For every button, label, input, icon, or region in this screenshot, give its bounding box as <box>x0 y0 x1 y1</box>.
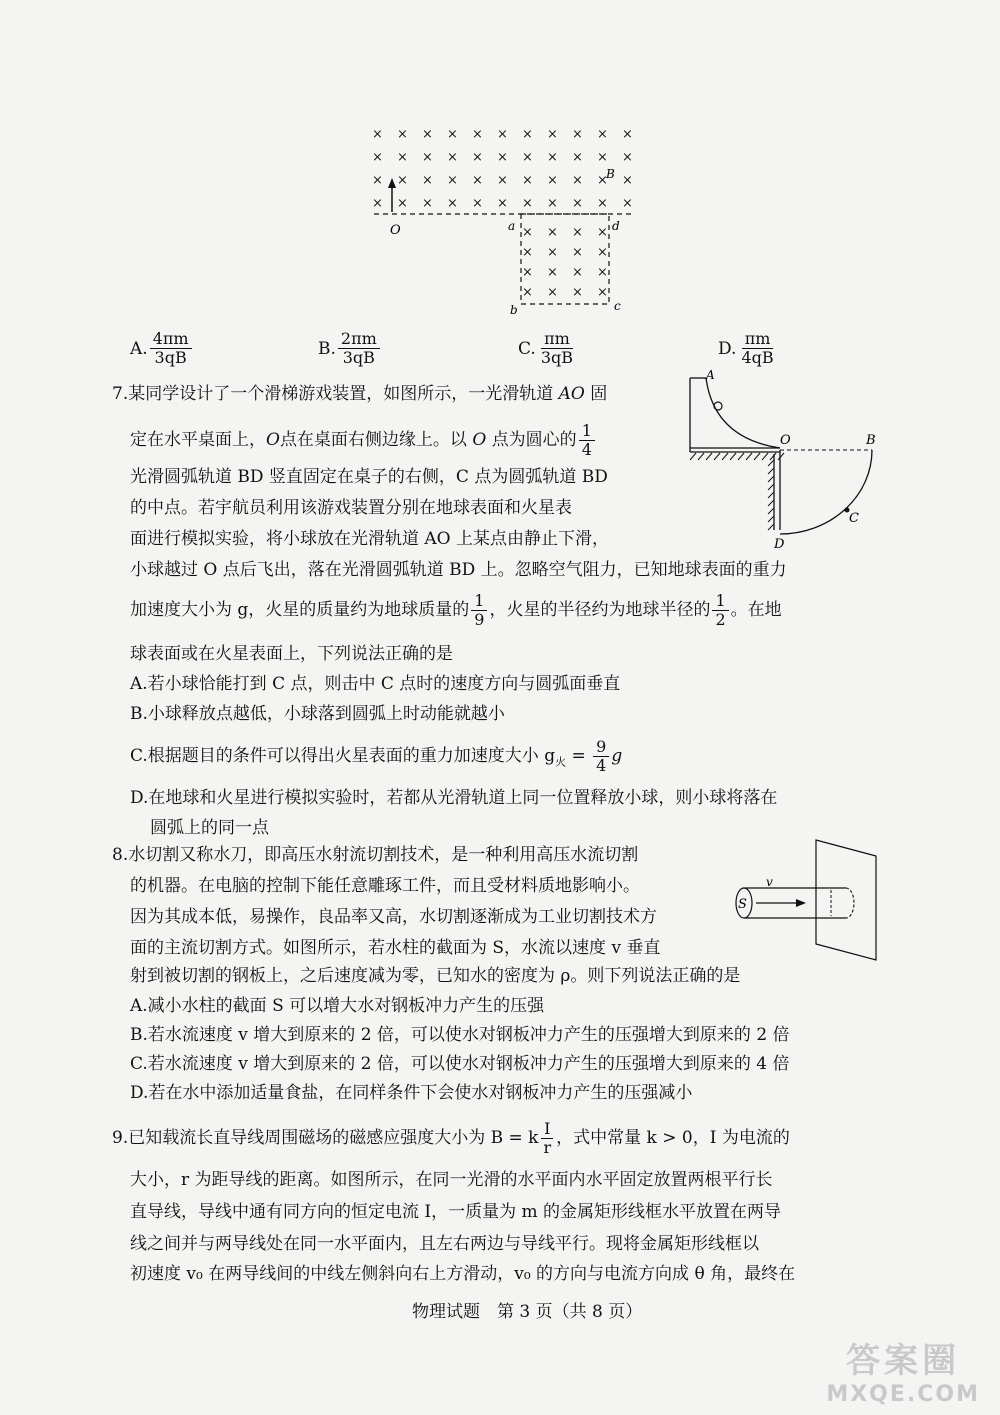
field-x-mark: × <box>572 173 583 188</box>
hatch-mark <box>768 524 774 530</box>
field-x-mark: × <box>547 245 558 260</box>
field-x-mark: × <box>522 265 533 280</box>
field-x-mark: × <box>547 285 558 300</box>
field-x-mark: × <box>522 150 533 165</box>
field-x-mark: × <box>422 196 433 211</box>
field-x-mark: × <box>497 196 508 211</box>
field-x-mark: × <box>397 127 408 142</box>
q8-option-c: C.若水流速度 v 增大到原来的 2 倍，可以使水对钢板冲力产生的压强增大到原来的 4 倍 <box>130 1054 790 1074</box>
field-x-mark: × <box>422 127 433 142</box>
q6-option-b: B. $\frac{2\pi m}{3qB}$ <box>318 330 382 367</box>
field-x-mark: × <box>622 196 633 211</box>
label-v: v <box>766 875 773 889</box>
q9-line-1: 9.已知载流长直导线周围磁场的磁感应强度大小为 B = k $\frac{I}{r}$ ，式中常量 k > 0，I 为电流的 <box>112 1119 790 1157</box>
field-x-mark: × <box>472 150 483 165</box>
hatch-mark <box>778 453 784 460</box>
field-x-mark: × <box>597 150 608 165</box>
watermark-logo: 答案圈 MXQE.COM <box>826 1341 980 1407</box>
hatch-mark <box>770 453 776 460</box>
label-b: b <box>510 303 518 317</box>
hatch-mark <box>768 460 774 466</box>
hatch-mark <box>698 453 704 460</box>
label-C: C <box>849 511 859 526</box>
q9-line-4: 线之间并与两导线处在同一水平面内，且左右两边与导线平行。现将金属矩形线框以 <box>130 1234 759 1254</box>
hatch-mark <box>754 453 760 460</box>
hatch-mark <box>768 492 774 498</box>
field-x-mark: × <box>572 225 583 240</box>
q9-line-3: 直导线，导线中通有同方向的恒定电流 I，一质量为 m 的金属矩形线框水平放置在两导 <box>130 1202 782 1222</box>
q7-option-a: A.若小球恰能打到 C 点，则击中 C 点时的速度方向与圆弧面垂直 <box>130 674 621 694</box>
label-a: a <box>508 219 516 233</box>
field-x-mark: × <box>522 173 533 188</box>
field-x-mark: × <box>547 173 558 188</box>
hatch-mark <box>768 484 774 490</box>
q6-option-a: A. $\frac{4\pi m}{3qB}$ <box>130 330 194 367</box>
hatch-mark <box>714 453 720 460</box>
label-D: D <box>774 537 785 552</box>
field-x-mark: × <box>422 150 433 165</box>
hatch-mark <box>762 453 768 460</box>
field-x-mark: × <box>597 225 608 240</box>
field-x-mark: × <box>522 245 533 260</box>
field-x-mark: × <box>372 150 383 165</box>
label-O: O <box>780 433 791 448</box>
q7-option-d-line-2: 圆弧上的同一点 <box>150 818 269 838</box>
field-x-mark: × <box>372 127 383 142</box>
field-x-mark: × <box>372 173 383 188</box>
q8-option-b: B.若水流速度 v 增大到原来的 2 倍，可以使水对钢板冲力产生的压强增大到原来的 2 倍 <box>130 1025 790 1045</box>
field-x-mark: × <box>397 150 408 165</box>
field-x-mark: × <box>522 285 533 300</box>
field-x-mark: × <box>597 196 608 211</box>
q6-option-c: C. $\frac{\pi m}{3qB}$ <box>518 329 573 367</box>
hatch-mark <box>768 516 774 522</box>
q9-line-2: 大小，r 为距导线的距离。如图所示，在同一光滑的水平面内水平固定放置两根平行长 <box>130 1170 773 1190</box>
q8-line-1: 8.水切割又称水刀，即高压水射流切割技术，是一种利用高压水流切割 <box>112 845 639 865</box>
hatch-mark <box>706 453 712 460</box>
q8-option-a: A.减小水柱的截面 S 可以增大水对钢板冲力产生的压强 <box>130 996 545 1016</box>
field-x-mark: × <box>497 173 508 188</box>
field-x-mark: × <box>572 285 583 300</box>
q8-line-5: 射到被切割的钢板上，之后速度减为零，已知水的密度为 ρ。则下列说法正确的是 <box>130 966 741 986</box>
q7-line-3: 光滑圆弧轨道 BD 竖直固定在桌子的右侧，C 点为圆弧轨道 BD <box>130 467 608 487</box>
label-S: S <box>738 897 747 912</box>
field-x-mark: × <box>522 127 533 142</box>
field-x-mark: × <box>397 196 408 211</box>
field-x-mark: × <box>547 265 558 280</box>
hatch-mark <box>768 476 774 482</box>
field-x-mark: × <box>572 150 583 165</box>
field-x-mark: × <box>522 225 533 240</box>
q8-line-2: 的机器。在电脑的控制下能任意雕琢工件，而且受材料质地影响小。 <box>130 876 640 896</box>
hatch-mark <box>722 453 728 460</box>
q8-line-4: 面的主流切割方式。如图所示，若水柱的截面为 S，水流以速度 v 垂直 <box>130 938 661 958</box>
q7-option-c: C.根据题目的条件可以得出火星表面的重力加速度大小 $g_火$ = $\frac{9}{4}$ g <box>130 737 623 775</box>
hatch-mark <box>768 508 774 514</box>
q8-line-3: 因为其成本低，易操作，良品率又高，水切割逐渐成为工业切割技术方 <box>130 907 657 927</box>
q7-line-7: 加速度大小为 g，火星的质量约为地球质量的 $\frac{1}{9}$ ，火星的半径约为地球半径的 $\frac{1}{2}$ 。在地 <box>130 591 782 629</box>
field-x-mark: × <box>422 173 433 188</box>
field-x-mark: × <box>572 127 583 142</box>
q7-line-2: 定在水平桌面上，O点在桌面右侧边缘上。以 O 点为圆心的 $\frac{1}{4}$ <box>130 422 597 459</box>
field-x-mark: × <box>597 127 608 142</box>
hatch-mark <box>768 468 774 474</box>
page-footer: 物理试题 第 3 页（共 8 页） <box>412 1302 643 1322</box>
q7-option-d-line-1: D.在地球和火星进行模拟实验时，若都从光滑轨道上同一位置释放小球，则小球将落在 <box>130 788 778 808</box>
q7-line-6: 小球越过 O 点后飞出，落在光滑圆弧轨道 BD 上。忽略空气阻力，已知地球表面的重力 <box>130 560 787 580</box>
label-c: c <box>614 299 621 313</box>
field-x-mark: × <box>372 196 383 211</box>
field-x-mark: × <box>597 245 608 260</box>
field-x-mark: × <box>472 127 483 142</box>
hatch-mark <box>768 500 774 506</box>
label-B: B <box>866 433 876 448</box>
field-x-mark: × <box>547 225 558 240</box>
label-d: d <box>612 219 620 233</box>
field-x-mark: × <box>472 196 483 211</box>
field-x-mark: × <box>522 196 533 211</box>
water-jet-figure <box>726 838 886 963</box>
field-x-mark: × <box>497 127 508 142</box>
field-x-mark: × <box>497 150 508 165</box>
hatch-mark <box>738 453 744 460</box>
field-x-mark: × <box>397 173 408 188</box>
field-x-mark: × <box>447 173 458 188</box>
field-x-mark: × <box>622 173 633 188</box>
field-x-mark: × <box>547 127 558 142</box>
field-x-mark: × <box>472 173 483 188</box>
hatch-mark <box>730 453 736 460</box>
q7-line-4: 的中点。若宇航员利用该游戏装置分别在地球表面和火星表 <box>130 498 572 518</box>
q8-option-d: D.若在水中添加适量食盐，在同样条件下会使水对钢板冲力产生的压强减小 <box>130 1083 693 1103</box>
label-B: B <box>606 167 615 181</box>
q9-line-5: 初速度 v₀ 在两导线间的中线左侧斜向右上方滑动，v₀ 的方向与电流方向成 θ 角，最终在 <box>130 1264 796 1284</box>
q7-line-1: 7.某同学设计了一个滑梯游戏装置，如图所示，一光滑轨道 AO 固 <box>112 384 608 404</box>
hatch-mark <box>746 453 752 460</box>
field-x-mark: × <box>622 150 633 165</box>
label-A: A <box>706 370 715 382</box>
q7-line-8: 球表面或在火星表面上，下列说法正确的是 <box>130 644 453 664</box>
field-x-mark: × <box>597 285 608 300</box>
field-x-mark: × <box>597 265 608 280</box>
field-x-mark: × <box>547 150 558 165</box>
hatch-mark <box>690 453 696 460</box>
field-x-mark: × <box>447 196 458 211</box>
field-x-mark: × <box>572 245 583 260</box>
q7-line-5: 面进行模拟实验，将小球放在光滑轨道 AO 上某点由静止下滑， <box>130 529 610 549</box>
field-x-mark: × <box>547 196 558 211</box>
field-x-mark: × <box>447 150 458 165</box>
label-O: O <box>390 223 401 238</box>
slide-track-figure <box>682 370 892 555</box>
q6-option-d: D. $\frac{\pi m}{4qB}$ <box>718 329 774 367</box>
magnetic-field-figure <box>360 120 650 320</box>
field-x-mark: × <box>597 173 608 188</box>
field-x-mark: × <box>622 127 633 142</box>
q7-option-b: B.小球释放点越低，小球落到圆弧上时动能就越小 <box>130 704 505 724</box>
field-x-mark: × <box>447 127 458 142</box>
field-x-mark: × <box>572 196 583 211</box>
field-x-mark: × <box>572 265 583 280</box>
